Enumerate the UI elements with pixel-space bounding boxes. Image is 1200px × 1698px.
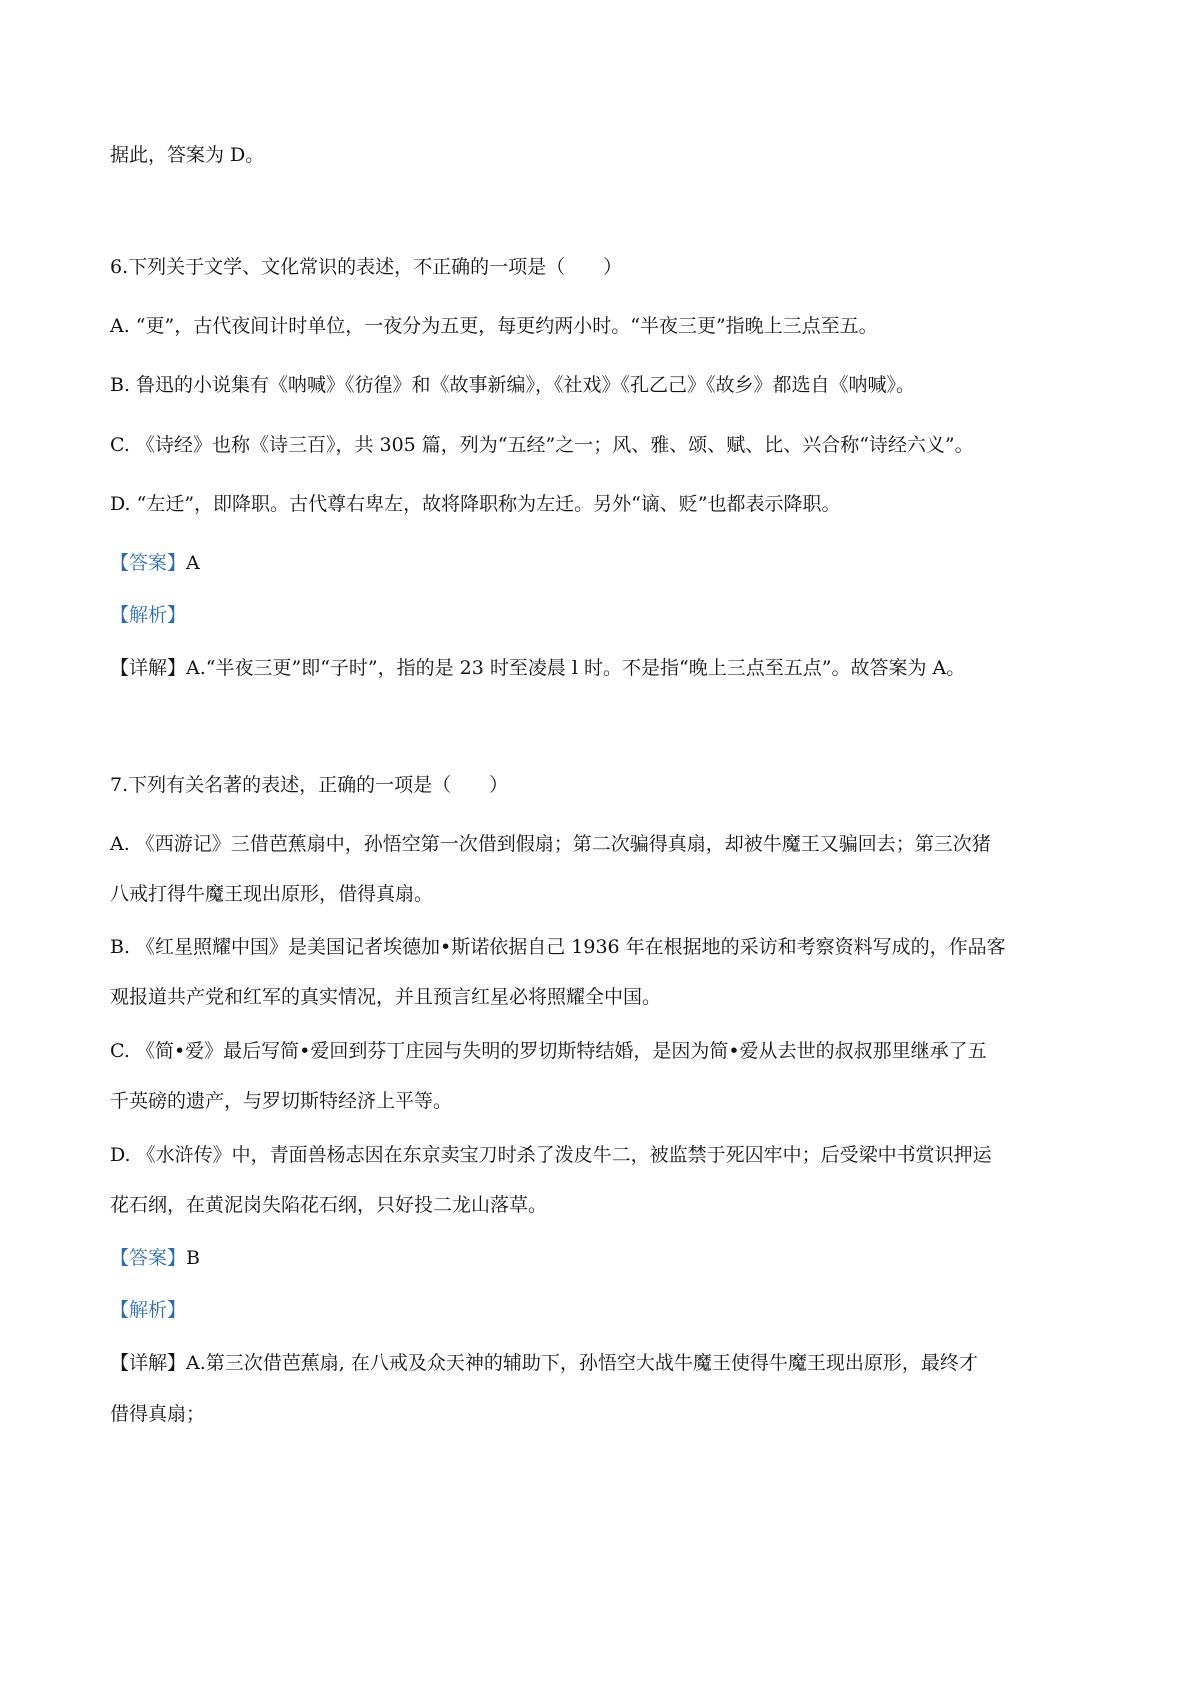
q6-detail-text: A.“半夜三更”即“子时”，指的是 23 时至凌晨 l 时。不是指“晚上三点至五点”。故答案为 A。 — [186, 657, 966, 679]
q7-analysis-tag: 【解析】 — [110, 1299, 187, 1321]
q6-analysis-tag: 【解析】 — [110, 604, 187, 626]
q7-option-b-line2: 观报道共产党和红军的真实情况，并且预言红星必将照耀全中国。 — [110, 986, 662, 1008]
q7-stem: 7.下列有关名著的表述，正确的一项是（ ） — [110, 774, 509, 796]
q7-detail-line1 — [110, 1351, 978, 1375]
q6-option-a: A. “更”，古代夜间计时单位，一夜分为五更，每更约两小时。“半夜三更”指晚上三点至五。 — [110, 315, 878, 337]
q7-option-c-line1: C. 《简•爱》最后写简•爱回到芬丁庄园与失明的罗切斯特结婚，是因为简•爱从去世的叔叔那里继承了五 — [110, 1040, 987, 1062]
q6-answer-value: A — [186, 552, 200, 574]
q7-answer-line — [110, 1246, 200, 1270]
q6-stem: 6.下列关于文学、文化常识的表述，不正确的一项是（ ） — [110, 256, 623, 278]
prev-conclusion: 据此，答案为 D。 — [110, 144, 265, 166]
q7-detail-text-1: A.第三次借芭蕉扇, 在八戒及众天神的辅助下，孙悟空大战牛魔王使得牛魔王现出原形，最终才 — [186, 1352, 978, 1374]
q7-option-a-line2: 八戒打得牛魔王现出原形，借得真扇。 — [110, 883, 434, 905]
q6-option-b: B. 鲁迅的小说集有《呐喊》《彷徨》和《故事新编》，《社戏》《孔乙己》《故乡》都选自《呐喊》。 — [110, 374, 916, 396]
q7-option-c-line2: 千英磅的遗产，与罗切斯特经济上平等。 — [110, 1090, 453, 1112]
q7-detail-line2: 借得真扇； — [110, 1403, 206, 1425]
q7-option-b-line1: B. 《红星照耀中国》是美国记者埃德加•斯诺依据自己 1936 年在根据地的采访和考察资料写成的，作品客 — [110, 936, 1006, 958]
q7-option-d-line1: D. 《水浒传》中，青面兽杨志因在东京卖宝刀时杀了泼皮牛二，被监禁于死囚牢中；后受梁中书赏识押运 — [110, 1144, 992, 1166]
q6-answer-line — [110, 551, 200, 575]
q6-option-c: C. 《诗经》也称《诗三百》，共 305 篇，列为“五经”之一；风、雅、颂、赋、比、兴合称“诗经六义”。 — [110, 434, 974, 456]
q7-answer-value: B — [186, 1247, 200, 1269]
q6-detail-line — [110, 656, 965, 680]
q6-answer-tag: 【答案】 — [110, 552, 187, 574]
q7-answer-tag: 【答案】 — [110, 1247, 187, 1269]
q7-option-a-line1: A. 《西游记》三借芭蕉扇中，孙悟空第一次借到假扇；第二次骗得真扇，却被牛魔王又骗回去；第三次猪 — [110, 833, 991, 855]
q7-option-d-line2: 花石纲，在黄泥岗失陷花石纲，只好投二龙山落草。 — [110, 1194, 548, 1216]
q7-detail-tag: 【详解】 — [110, 1352, 187, 1374]
q6-option-d: D. “左迁”，即降职。古代尊右卑左，故将降职称为左迁。另外“谪、贬”也都表示降职。 — [110, 493, 841, 515]
q6-detail-tag: 【详解】 — [110, 657, 187, 679]
